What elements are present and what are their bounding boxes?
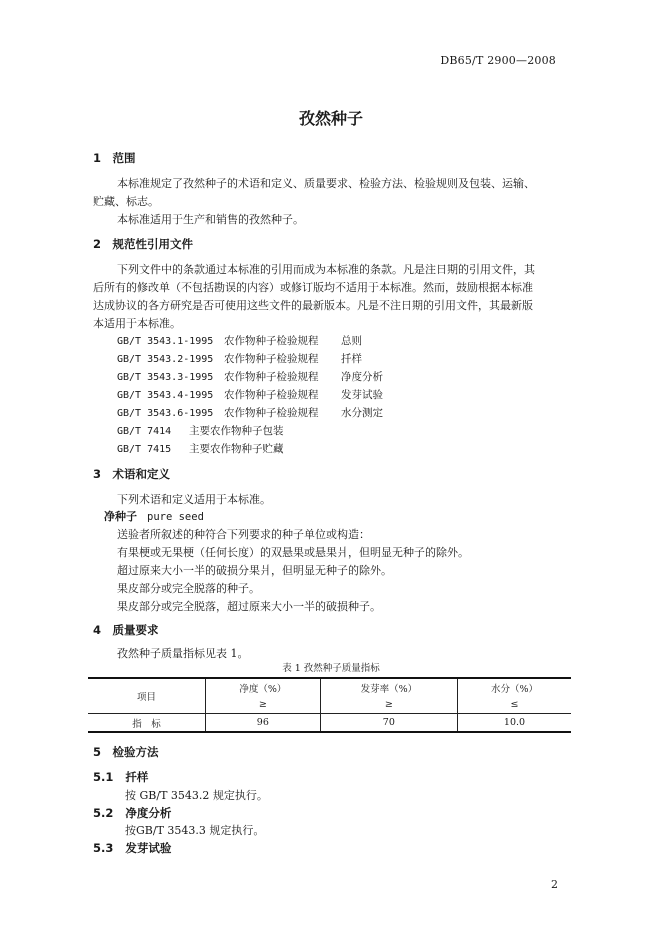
section-2-para-line4: 本适用于本标准。 (93, 317, 181, 330)
reference-name: 主要农作物种子包装 (189, 425, 284, 437)
table-column-header: 水分（%） (458, 678, 572, 696)
definition-line: 送验者所叙述的种符合下列要求的种子单位或构造： (117, 528, 370, 541)
subsection-number: 5.2 (93, 806, 114, 820)
page-title: 孜然种子 (298, 109, 363, 128)
definition-line: 果皮部分或完全脱落的种子。 (117, 582, 260, 595)
section-1-para-line1: 本标准规定了孜然种子的术语和定义、质量要求、检验方法、检验规则及包装、运输、 (117, 177, 535, 190)
section-4-intro: 孜然种子质量指标见表 1。 (117, 647, 249, 660)
term-chinese: 净种子 (104, 510, 137, 523)
reference-code: GB/T 3543.2-1995 (117, 354, 214, 365)
section-1-para-line3: 本标准适用于生产和销售的孜然种子。 (117, 213, 304, 226)
table-operator: ≥ (206, 696, 321, 714)
definition-line: 果皮部分或完全脱落，超过原来大小一半的破损种子。 (117, 600, 381, 613)
subsection-heading (93, 840, 171, 856)
table-row-label: 指 标 (88, 714, 206, 733)
table-caption: 表 1 孜然种子质量指标 (282, 663, 380, 674)
reference-part: 净度分析 (341, 371, 383, 383)
reference-part: 扦样 (341, 353, 362, 365)
section-3-intro: 下列术语和定义适用于本标准。 (117, 493, 271, 506)
reference-code: GB/T 7415 (117, 444, 172, 455)
section-2-para-line2: 后所有的修改单（不包括勘误的内容）或修订版均不适用于本标准。然而，鼓励根据本标准 (93, 281, 533, 294)
reference-part: 水分测定 (341, 407, 383, 419)
reference-name: 农作物种子检验规程 (224, 407, 319, 419)
table-row (88, 714, 571, 733)
reference-name: 主要农作物种子贮藏 (189, 443, 284, 455)
reference-item (117, 405, 383, 420)
reference-name: 农作物种子检验规程 (224, 335, 319, 347)
reference-item (117, 423, 284, 438)
table-header-row (88, 678, 571, 696)
section-3-heading: 3 术语和定义 (93, 467, 171, 481)
table-operator: ≥ (320, 696, 457, 714)
reference-code: GB/T 3543.6-1995 (117, 408, 214, 419)
subsection-title: 发芽试验 (125, 841, 172, 855)
reference-item (117, 333, 362, 348)
table-cell: 10.0 (458, 714, 572, 733)
definition-line: 有果梗或无果梗（任何长度）的双悬果或悬果爿，但明显无种子的除外。 (117, 546, 469, 559)
section-2-para-line3: 达成协议的各方研究是否可使用这些文件的最新版本。凡是不注日期的引用文件，其最新版 (93, 299, 533, 312)
doc-number: DB65/T 2900—2008 (440, 54, 556, 67)
subsection-text: 按GB/T 3543.3 规定执行。 (125, 824, 265, 837)
reference-item (117, 387, 383, 402)
section-1-para-line2: 贮藏、标志。 (93, 195, 159, 208)
subsection-heading (93, 769, 148, 785)
reference-code: GB/T 3543.1-1995 (117, 336, 214, 347)
reference-code: GB/T 3543.4-1995 (117, 390, 214, 401)
reference-item (117, 351, 362, 366)
subsection-text: 按 GB/T 3543.2 规定执行。 (125, 789, 268, 802)
subsection-number: 5.1 (93, 770, 114, 784)
term-english: pure seed (147, 511, 204, 523)
section-5-heading: 5 检验方法 (93, 745, 159, 759)
table-operator: ≤ (458, 696, 572, 714)
table-column-header: 净度（%） (206, 678, 321, 696)
section-4-heading: 4 质量要求 (93, 623, 159, 637)
page-number: 2 (551, 878, 558, 891)
reference-code: GB/T 3543.3-1995 (117, 372, 214, 383)
reference-part: 发芽试验 (341, 389, 383, 401)
subsection-title: 扦样 (125, 770, 149, 784)
reference-name: 农作物种子检验规程 (224, 371, 319, 383)
term-entry (104, 508, 204, 524)
table-row-header: 项目 (88, 678, 206, 714)
section-2-para-line1: 下列文件中的条款通过本标准的引用而成为本标准的条款。凡是注日期的引用文件，其 (117, 263, 535, 276)
subsection-number: 5.3 (93, 841, 114, 855)
reference-name: 农作物种子检验规程 (224, 353, 319, 365)
reference-name: 农作物种子检验规程 (224, 389, 319, 401)
reference-item (117, 441, 284, 456)
quality-table (88, 677, 571, 733)
section-2-heading: 2 规范性引用文件 (93, 237, 194, 251)
definition-line: 超过原来大小一半的破损分果爿，但明显无种子的除外。 (117, 564, 392, 577)
reference-item (117, 369, 383, 384)
table-cell: 96 (206, 714, 321, 733)
table-cell: 70 (320, 714, 457, 733)
table-column-header: 发芽率（%） (320, 678, 457, 696)
section-1-heading: 1 范围 (93, 151, 136, 165)
subsection-heading (93, 805, 171, 821)
reference-part: 总则 (341, 335, 362, 347)
subsection-title: 净度分析 (125, 806, 172, 820)
reference-code: GB/T 7414 (117, 426, 172, 437)
